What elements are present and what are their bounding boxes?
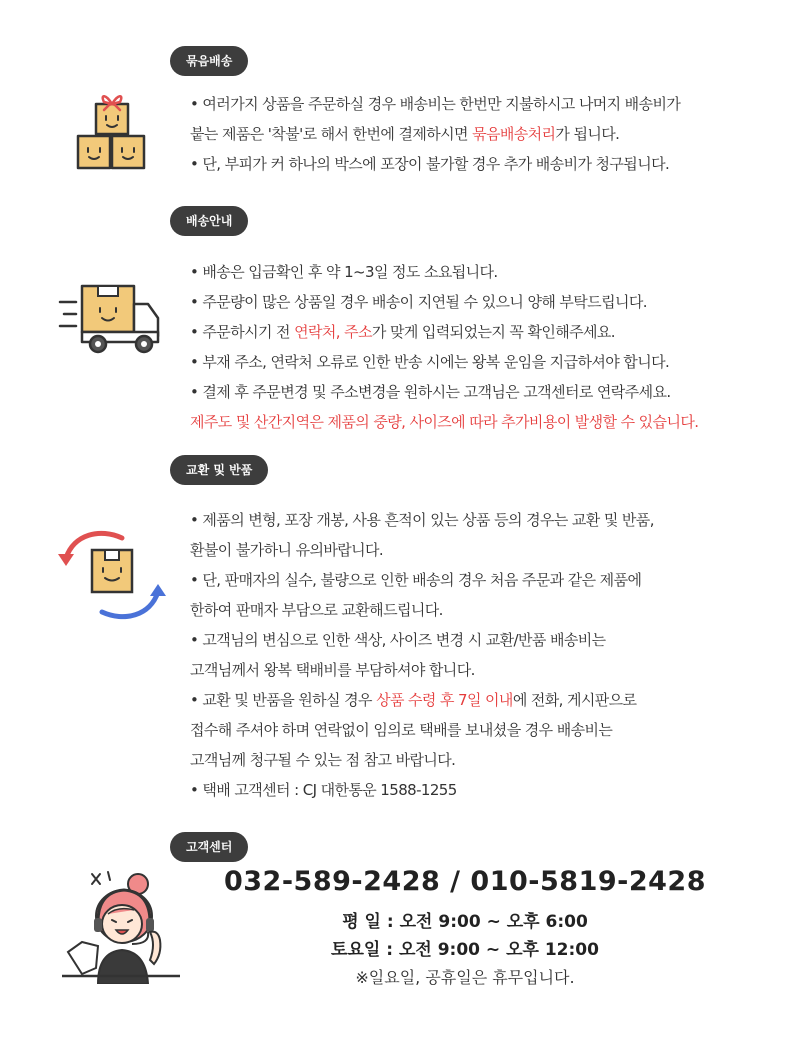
customer-center-title: 고객센터 xyxy=(170,832,248,862)
bundle-shipping-title: 묶음배송 xyxy=(170,46,248,76)
shipping-line-4-text: • 부재 주소, 연락처 오류로 인한 반송 시에는 왕복 운임을 지급하셔야 합니다. xyxy=(190,353,670,371)
gift-boxes-icon xyxy=(70,88,154,174)
bundle-line-1-text: • 여러가지 상품을 주문하실 경우 배송비는 한번만 지불하시고 나머지 배송비가 xyxy=(190,95,681,113)
bundle-line-3-text: • 단, 부피가 커 하나의 박스에 포장이 불가할 경우 추가 배송비가 청구됩니다. xyxy=(190,155,670,173)
exchange-line-1 xyxy=(190,505,770,535)
exchange-line-1-text: • 제품의 변형, 포장 개봉, 사용 흔적이 있는 상품 등의 경우는 교환 및 반품, xyxy=(190,511,654,529)
exchange-return-content xyxy=(190,505,770,805)
bundle-line-1 xyxy=(190,89,770,119)
bundle-line-3 xyxy=(190,149,770,179)
exchange-line-2-text: 환불이 불가하니 유의바랍니다. xyxy=(190,541,384,559)
exchange-line-5-text: • 고객님의 변심으로 인한 색상, 사이즈 변경 시 교환/반품 배송비는 xyxy=(190,631,606,649)
exchange-box-icon xyxy=(58,528,166,622)
shipping-line-3 xyxy=(190,317,770,347)
delivery-truck-icon xyxy=(58,282,162,358)
exchange-line-3-text: • 단, 판매자의 실수, 불량으로 인한 배송의 경우 처음 주문과 같은 제품에 xyxy=(190,571,642,589)
customer-center-phone: 032-589-2428 / 010-5819-2428 xyxy=(223,866,706,897)
shipping-line-1 xyxy=(190,257,770,287)
exchange-line-8-text: 접수해 주셔야 하며 연락없이 임의로 택배를 보내셨을 경우 배송비는 xyxy=(190,721,613,739)
shipping-line-5-text: • 결제 후 주문변경 및 주소변경을 원하시는 고객님은 고객센터로 연락주세요. xyxy=(190,383,671,401)
shipping-line-4 xyxy=(190,347,770,377)
exchange-line-7-tail: 에 전화, 게시판으로 xyxy=(512,691,637,709)
exchange-line-6 xyxy=(190,655,770,685)
exchange-line-2 xyxy=(190,535,770,565)
shipping-line-5 xyxy=(190,377,770,407)
saturday-hours: 토요일 : 오전 9:00 ~ 오후 12:00 xyxy=(331,940,599,960)
exchange-line-9 xyxy=(190,745,770,775)
exchange-line-4 xyxy=(190,595,770,625)
exchange-line-10 xyxy=(190,775,770,805)
bundle-highlight-text: 묶음배송처리 xyxy=(472,125,556,143)
weekday-hours: 평 일 : 오전 9:00 ~ 오후 6:00 xyxy=(342,912,588,932)
bundle-line-2 xyxy=(190,119,770,149)
bundle-line-2-text: 붙는 제품은 '착불'로 해서 한번에 결제하시면 xyxy=(190,125,473,143)
shipping-line-3-text: • 주문하시기 전 xyxy=(190,323,295,341)
shipping-line-2-text: • 주문량이 많은 상품일 경우 배송이 지연될 수 있으니 양해 부탁드립니다. xyxy=(190,293,647,311)
exchange-line-8 xyxy=(190,715,770,745)
exchange-highlight-text: 상품 수령 후 7일 이내 xyxy=(376,691,513,709)
exchange-line-6-text: 고객님께서 왕복 택배비를 부담하셔야 합니다. xyxy=(190,661,475,679)
shipping-line-3-tail: 가 맞게 입력되었는지 꼭 확인해주세요. xyxy=(371,323,615,341)
exchange-line-9-text: 고객님께 청구될 수 있는 점 참고 바랍니다. xyxy=(190,751,456,769)
holiday-note: ※일요일, 공휴일은 휴무입니다. xyxy=(355,968,575,987)
shipping-info-content xyxy=(190,257,770,437)
shipping-warning: 제주도 및 산간지역은 제품의 중량, 사이즈에 따라 추가비용이 발생할 수 있습니다. xyxy=(190,413,699,431)
bundle-line-2-tail: 가 됩니다. xyxy=(555,125,620,143)
exchange-return-title: 교환 및 반품 xyxy=(170,455,268,485)
shipping-highlight-text: 연락처, 주소 xyxy=(294,323,372,341)
exchange-line-3 xyxy=(190,565,770,595)
bundle-shipping-content xyxy=(190,89,770,179)
shipping-line-2 xyxy=(190,287,770,317)
exchange-line-7-text: • 교환 및 반품을 원하실 경우 xyxy=(190,691,377,709)
customer-service-agent-icon xyxy=(62,864,184,984)
exchange-line-4-text: 한하여 판매자 부담으로 교환해드립니다. xyxy=(190,601,443,619)
shipping-info-title: 배송안내 xyxy=(170,206,248,236)
exchange-line-10-text: • 택배 고객센터 : CJ 대한통운 1588-1255 xyxy=(190,781,457,799)
exchange-line-5 xyxy=(190,625,770,655)
exchange-line-7 xyxy=(190,685,770,715)
shipping-line-1-text: • 배송은 입금확인 후 약 1~3일 정도 소요됩니다. xyxy=(190,263,498,281)
